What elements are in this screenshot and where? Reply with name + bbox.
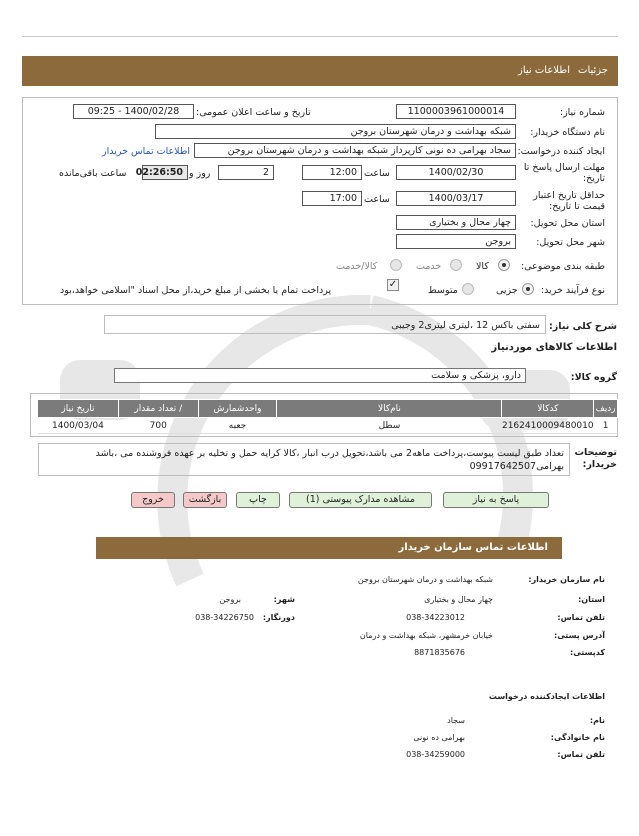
contact-postal: 8871835676 (414, 648, 465, 657)
category-label: طبقه بندی موضوعی: (520, 261, 605, 272)
col-name: نام‌کالا (277, 400, 502, 418)
city-field: بروجن (396, 234, 516, 249)
reply-button[interactable]: پاسخ به نیاز (443, 492, 549, 508)
summary-label: شرح کلی نیاز: (548, 321, 617, 332)
summary-value: سفتی باکس 12 ،لیتری لیتری2 وجیبی (391, 320, 540, 331)
category-goods-service-label: کالا/خدمت (336, 261, 378, 272)
need-no-field: 1100003961000014 (396, 104, 516, 119)
contact-header (96, 537, 562, 559)
cell-code: 2162410009480010 (502, 418, 594, 434)
table-row (38, 418, 618, 434)
creator-title: اطلاعات ایجادکننده درخواست (488, 692, 605, 701)
goods-table (37, 399, 618, 434)
category-goods-service-radio[interactable] (390, 259, 402, 271)
validity-label: حداقل تاریخ اعتبار قیمت تا تاریخ: (533, 190, 605, 212)
process-medium-radio[interactable] (462, 283, 474, 295)
contact-city: بروجن (219, 595, 241, 604)
print-button[interactable]: چاپ (236, 492, 280, 508)
payment-note: پرداخت تمام یا بخشی از مبلغ خرید،از محل اسناد "اسلامی خواهد،بود (60, 285, 332, 296)
tab-details[interactable]: جزئیات (578, 65, 608, 76)
contact-postal-label: کدپستی: (570, 648, 605, 657)
watermark-logo-icon (40, 250, 600, 630)
province-label: استان محل تحویل: (530, 218, 605, 229)
category-goods-radio[interactable] (498, 259, 510, 271)
notes-label: توضیحات خریدار: (574, 447, 617, 470)
deadline-hour-label: ساعت (364, 168, 390, 179)
validity-hour-field: 17:00 (302, 191, 362, 206)
tab-need-info[interactable]: اطلاعات نیاز (518, 65, 570, 76)
contact-fax-label: دورنگار: (262, 613, 295, 622)
creator-family-label: نام خانوادگی: (550, 733, 605, 742)
top-divider (22, 36, 618, 37)
province-field: چهار محال و بختیاری (396, 215, 516, 230)
category-service-label: خدمت (416, 261, 442, 272)
creator-phone-label: تلفن تماس: (557, 750, 605, 759)
contact-org-label: نام سازمان خریدار: (528, 575, 605, 584)
contact-phone-label: تلفن تماس: (557, 613, 605, 622)
cell-row: 1 (594, 418, 618, 434)
contact-address: خیابان خرمشهر، شبکه بهداشت و درمان (359, 631, 493, 640)
category-service-radio[interactable] (450, 259, 462, 271)
need-no-label: شماره نیاز: (559, 107, 605, 118)
col-date: تاریخ نیاز (38, 400, 119, 418)
validity-hour-label: ساعت (364, 194, 390, 205)
attachments-button[interactable]: مشاهده مدارک پیوستی (1) (289, 492, 432, 508)
exit-button[interactable]: خروج (131, 492, 175, 508)
buyer-contact-link[interactable]: اطلاعات تماس خریدار (102, 146, 191, 157)
goods-title: اطلاعات کالاهای موردنیاز (491, 342, 617, 353)
goods-group-field: دارو، پزشکی و سلامت (114, 368, 526, 383)
requester-field: سجاد بهرامی ده نونی کارپرداز شبکه بهداشت و درمان شهرستان بروجن (194, 143, 516, 158)
days-left-field: 2 (218, 165, 274, 180)
process-minor-radio[interactable] (522, 283, 534, 295)
time-left-field: 02:26:50 (142, 165, 188, 180)
process-minor-label: جزیی (496, 285, 518, 296)
contact-fax: 038-34226750 (195, 613, 254, 622)
buyer-label: نام دستگاه خریدار: (530, 127, 605, 138)
category-goods-label: کالا (476, 261, 489, 272)
cell-date: 1400/03/04 (38, 418, 119, 434)
contact-phone: 038-34223012 (406, 613, 465, 622)
contact-address-label: آدرس پستی: (554, 631, 605, 640)
col-code: کدکالا (502, 400, 594, 418)
contact-title: اطلاعات تماس سازمان خریدار (398, 542, 548, 553)
deadline-label: مهلت ارسال پاسخ تا تاریخ: (523, 162, 605, 184)
page-header (22, 56, 618, 86)
goods-group-label: گروه کالا: (570, 372, 617, 383)
cell-unit: جعبه (198, 418, 277, 434)
process-label: نوع فرآیند خرید: (540, 285, 605, 296)
announce-label: تاریخ و ساعت اعلان عمومی: (196, 107, 311, 118)
announce-field: 1400/02/28 - 09:25 (73, 104, 194, 119)
payment-treasury-checkbox[interactable]: ✓ (388, 279, 398, 290)
col-row: ردیف (594, 400, 618, 418)
creator-name: سجاد (447, 716, 465, 725)
days-label: روز و (189, 168, 211, 179)
cell-name: سطل (277, 418, 502, 434)
contact-province: چهار محال و بختیاری (424, 595, 493, 604)
notes-text: تعداد طبق لیست پیوست،پرداخت ماهه2 می باشد،تحویل درب انبار ،کالا کرایه حمل و تخلیه بر عهده فروشنده می ،باشد بهرامی09917642507 (95, 448, 564, 472)
creator-family: بهرامی ده نونی (413, 733, 465, 742)
creator-phone: 038-34259000 (406, 750, 465, 759)
buyer-field: شبکه بهداشت و درمان شهرستان بروجن (155, 124, 516, 139)
requester-label: ایجاد کننده درخواست: (517, 146, 605, 157)
back-button[interactable]: بازگشت (183, 492, 227, 508)
col-unit: واحدشمارش (198, 400, 277, 418)
contact-org: شبکه بهداشت و درمان شهرستان بروجن (357, 575, 493, 584)
deadline-date-field: 1400/02/30 (396, 165, 516, 180)
cell-qty: 700 (118, 418, 198, 434)
creator-name-label: نام: (589, 716, 605, 725)
remaining-label: ساعت باقی‌مانده (59, 168, 127, 179)
city-label: شهر محل تحویل: (536, 237, 605, 248)
process-medium-label: متوسط (428, 285, 458, 296)
validity-date-field: 1400/03/17 (396, 191, 516, 206)
col-qty: / تعداد مقدار (118, 400, 198, 418)
deadline-hour-field: 12:00 (302, 165, 362, 180)
contact-province-label: استان: (578, 595, 605, 604)
contact-city-label: شهر: (273, 595, 295, 604)
